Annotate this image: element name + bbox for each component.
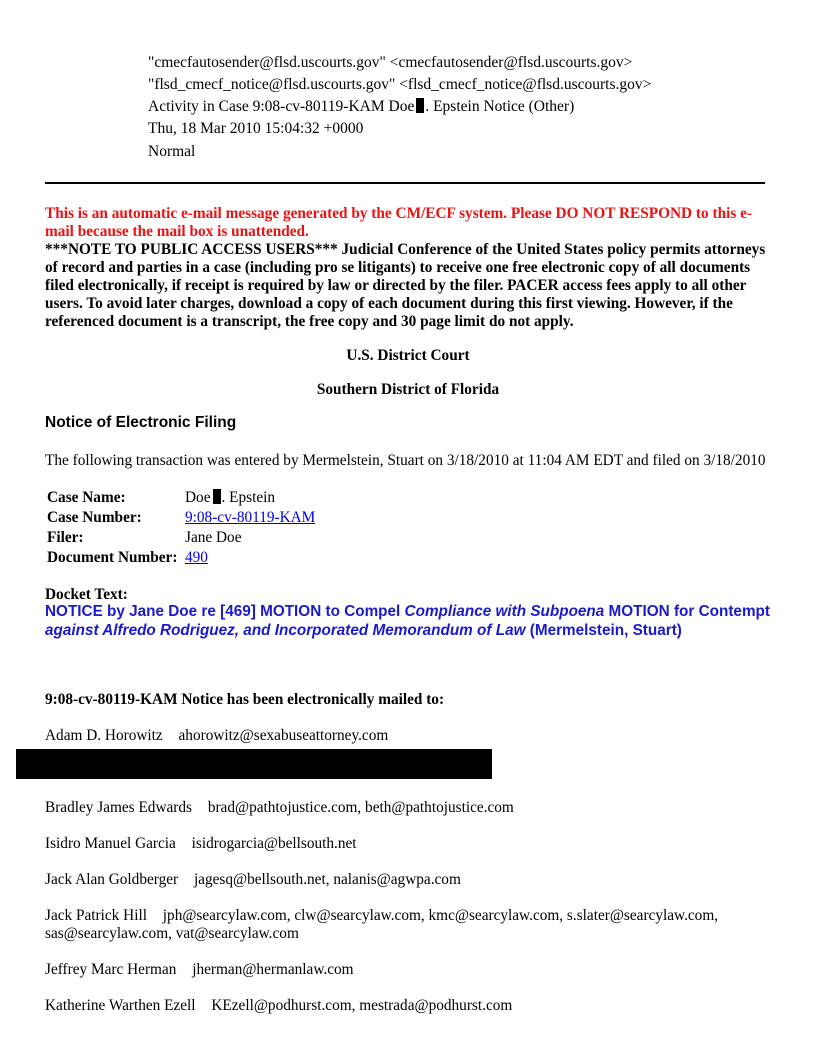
redaction-mark <box>416 98 424 113</box>
recipient-name: Isidro Manuel Garcia <box>45 835 176 852</box>
docket-italic-1: Compliance with Subpoena <box>404 603 605 620</box>
subject-value <box>148 98 574 116</box>
recipient-emails: jagesq@bellsouth.net, nalanis@agwpa.com <box>193 871 461 888</box>
case-name-post: . Epstein <box>221 489 276 506</box>
recipient-name: Jack Patrick Hill <box>45 907 147 924</box>
docket-italic-2: against Alfredo Rodriguez, and Incorporated Memorandum of Law <box>45 622 526 639</box>
document-number-link[interactable]: 490 <box>185 549 208 566</box>
to-value: "flsd_cmecf_notice@flsd.uscourts.gov" <flsd_cmecf_notice@flsd.uscourts.gov> <box>148 76 652 93</box>
list-item <box>45 871 775 889</box>
transaction-text: The following transaction was entered by Mermelstein, Stuart on 3/18/2010 at 11:04 AM EDT and filed on 3/18/2010 <box>45 452 766 469</box>
subject-text-pre: Activity in Case 9:08-cv-80119-KAM Doe <box>148 98 415 115</box>
case-number-label: Case Number: <box>47 509 142 526</box>
auto-message-warning: This is an automatic e-mail message generated by the CM/ECF system. Please DO NOT RESPOND to this e-mail because the mail box is unattended. <box>45 205 752 240</box>
list-item <box>45 835 775 853</box>
mailed-to-header: 9:08-cv-80119-KAM Notice has been electronically mailed to: <box>45 691 445 708</box>
recipient-emails: brad@pathtojustice.com, beth@pathtojustice.com <box>207 799 514 816</box>
docket-text <box>45 602 775 640</box>
header-divider <box>45 182 765 184</box>
recipient-name: Katherine Warthen Ezell <box>45 997 196 1014</box>
recipient-name: Jeffrey Marc Herman <box>45 961 177 978</box>
public-access-note: ***NOTE TO PUBLIC ACCESS USERS*** Judicial Conference of the United States policy permits attorneys of record and parties in a case (including pro se litigants) to receive one free electronic copy of all documents filed electronically, if receipt is required by law or directed by the filer. PACER access fees apply to all other users. To avoid later charges, download a copy of each document during this first viewing. However, if the referenced document is a transcript, the free copy and 30 page limit do not apply. <box>45 241 766 330</box>
document-number-label: Document Number: <box>47 549 178 566</box>
redaction-block <box>16 749 492 779</box>
subject-text-post: . Epstein Notice (Other) <box>425 98 575 115</box>
importance-value: Normal <box>148 143 196 160</box>
case-number-link[interactable]: 9:08-cv-80119-KAM <box>185 509 316 526</box>
filer-value: Jane Doe <box>185 529 242 546</box>
docket-part-2: MOTION for Contempt <box>604 603 770 620</box>
list-item <box>45 997 775 1015</box>
docket-text-label: Docket Text: <box>45 586 128 603</box>
list-item <box>45 799 775 817</box>
list-item <box>45 961 775 979</box>
list-item <box>45 907 775 943</box>
recipient-name: Bradley James Edwards <box>45 799 192 816</box>
court-district: Southern District of Florida <box>316 381 500 398</box>
recipient-emails: jherman@hermanlaw.com <box>192 961 354 978</box>
from-value: "cmecfautosender@flsd.uscourts.gov" <cmecfautosender@flsd.uscourts.gov> <box>148 54 633 71</box>
recipient-emails: isidrogarcia@bellsouth.net <box>191 835 357 852</box>
court-name: U.S. District Court <box>346 347 470 364</box>
docket-part-3: (Mermelstein, Stuart) <box>525 622 682 639</box>
docket-part-1: NOTICE by Jane Doe re [469] MOTION to Compel <box>45 603 405 620</box>
recipient-emails: KEzell@podhurst.com, mestrada@podhurst.com <box>211 997 513 1014</box>
filer-label: Filer: <box>47 529 84 546</box>
redaction-mark <box>213 489 221 504</box>
date-value: Thu, 18 Mar 2010 15:04:32 +0000 <box>148 120 364 137</box>
nef-title: Notice of Electronic Filing <box>45 414 237 431</box>
recipient-emails: jph@searcylaw.com, clw@searcylaw.com, kmc@searcylaw.com, s.slater@searcylaw.com, sas@searcylaw.com, vat@searcylaw.com <box>45 907 719 942</box>
case-name-pre: Doe <box>185 489 211 506</box>
recipient-name: Adam D. Horowitz <box>45 727 163 744</box>
list-item <box>45 727 775 745</box>
case-name-label: Case Name: <box>47 489 126 506</box>
recipient-emails: ahorowitz@sexabuseattorney.com <box>178 727 389 744</box>
recipient-name: Jack Alan Goldberger <box>45 871 179 888</box>
case-name-value <box>185 488 275 508</box>
